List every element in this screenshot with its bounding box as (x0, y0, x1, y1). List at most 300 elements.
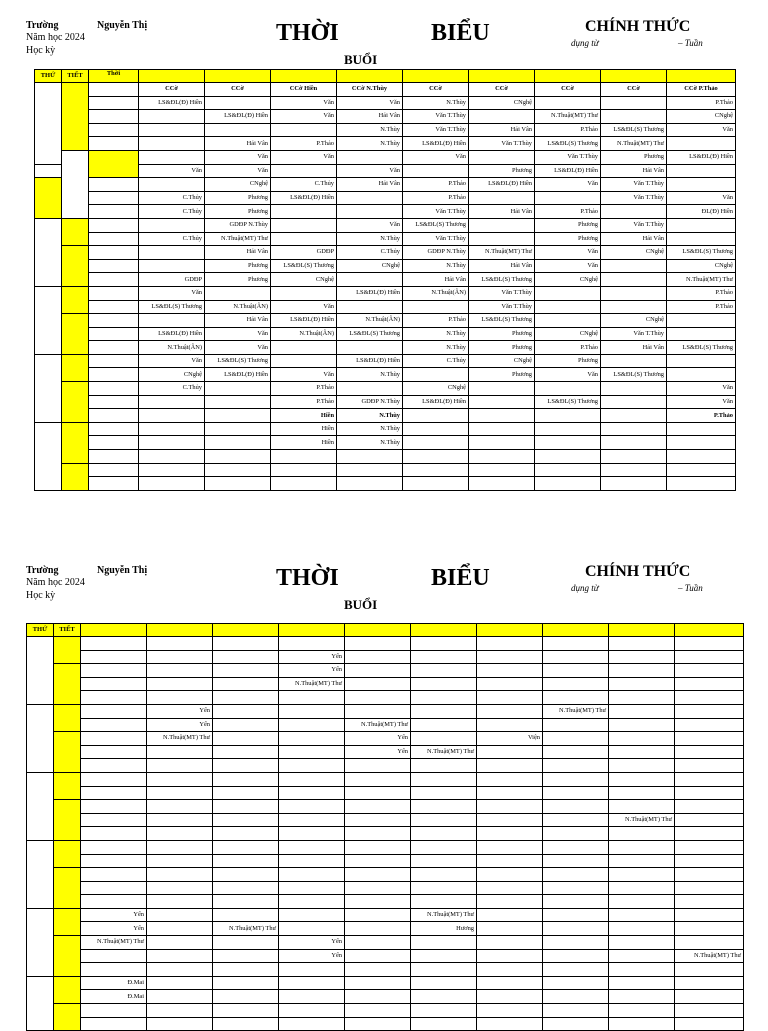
schedule-cell (279, 895, 345, 909)
schedule-cell (345, 827, 411, 841)
schedule-cell (477, 813, 543, 827)
schedule-cell (147, 759, 213, 773)
schedule-cell (139, 137, 205, 151)
schedule-cell (477, 976, 543, 990)
school-label: Trường (26, 20, 59, 31)
teacher-cell (89, 218, 139, 232)
schedule-row (27, 868, 744, 882)
schedule-cell (609, 732, 675, 746)
teacher-cell (89, 205, 139, 219)
teacher-name: Nguyễn Thị (97, 565, 148, 576)
schedule-row (35, 382, 736, 396)
schedule-cell (543, 650, 609, 664)
schedule-cell (543, 976, 609, 990)
teacher-cell (89, 110, 139, 124)
schedule-cell (81, 691, 147, 705)
schedule-row (27, 922, 744, 936)
schedule-row (35, 178, 736, 192)
schedule-cell: CNghệ (139, 368, 205, 382)
schedule-cell (675, 976, 744, 990)
schedule-cell: LS&ĐL(Đ) Hiền (403, 395, 469, 409)
schedule-cell (469, 395, 535, 409)
teacher-cell (89, 382, 139, 396)
schedule-cell: N.Thuật(MT) Thư (279, 677, 345, 691)
teacher-cell (89, 246, 139, 260)
schedule-cell (675, 704, 744, 718)
schedule-cell: Văn (403, 150, 469, 164)
schedule-cell (279, 786, 345, 800)
teacher-cell (89, 96, 139, 110)
schedule-row (35, 137, 736, 151)
schedule-cell (469, 450, 535, 464)
schedule-cell (139, 246, 205, 260)
schedule-cell: Phương (535, 218, 601, 232)
schedule-cell (81, 827, 147, 841)
schedule-cell (667, 463, 736, 477)
schedule-cell: Văn T.Thùy (601, 191, 667, 205)
schedule-cell (543, 881, 609, 895)
schedule-cell (411, 800, 477, 814)
schedule-cell: LS&ĐL(S) Thương (535, 395, 601, 409)
day-cell (27, 772, 54, 840)
schedule-cell (81, 813, 147, 827)
schedule-cell: Đ.Mai (81, 976, 147, 990)
schedule-cell (609, 1004, 675, 1018)
schedule-cell: Phương (205, 205, 271, 219)
schedule-cell: GDĐP N.Thùy (337, 395, 403, 409)
schedule-cell (601, 422, 667, 436)
schedule-cell (213, 963, 279, 977)
schedule-cell (213, 704, 279, 718)
schedule-cell: Hương (411, 922, 477, 936)
schedule-cell: CCờ (601, 83, 667, 97)
schedule-cell (477, 895, 543, 909)
schedule-cell (667, 218, 736, 232)
schedule-cell (469, 477, 535, 491)
schedule-cell (535, 300, 601, 314)
schedule-cell: CNghệ (205, 178, 271, 192)
day-cell (35, 422, 62, 490)
schedule-cell (271, 123, 337, 137)
schedule-cell: Đ.Mai (81, 990, 147, 1004)
schedule-cell: CCờ Hiền (271, 83, 337, 97)
schedule-cell: N.Thuật(MT) Thư (81, 936, 147, 950)
schedule-cell (411, 786, 477, 800)
schedule-cell (411, 827, 477, 841)
period-cell (54, 664, 81, 705)
schedule-cell: Hải Vân (205, 314, 271, 328)
period-cell (54, 772, 81, 799)
schedule-cell (601, 382, 667, 396)
timetable-table-2 (26, 623, 744, 1031)
schedule-cell (675, 677, 744, 691)
day-cell (27, 704, 54, 772)
schedule-cell (667, 164, 736, 178)
schedule-cell (213, 840, 279, 854)
schedule-cell (147, 854, 213, 868)
schedule-cell (345, 650, 411, 664)
schedule-cell (81, 772, 147, 786)
schedule-cell (139, 178, 205, 192)
school-year: Năm học 2024 (26, 32, 85, 43)
schedule-cell (213, 637, 279, 651)
schedule-cell: Phương (601, 150, 667, 164)
schedule-cell: Yến (279, 936, 345, 950)
schedule-cell (601, 205, 667, 219)
schedule-cell (469, 191, 535, 205)
period-cell (62, 218, 89, 245)
schedule-cell (477, 650, 543, 664)
schedule-row (35, 354, 736, 368)
schedule-cell (601, 409, 667, 423)
schedule-cell (469, 382, 535, 396)
schedule-cell (345, 990, 411, 1004)
schedule-cell (81, 963, 147, 977)
schedule-cell (477, 704, 543, 718)
schedule-cell: N.Thuật(MT) Thư (667, 273, 736, 287)
schedule-cell (403, 450, 469, 464)
schedule-cell (337, 450, 403, 464)
schedule-row (35, 422, 736, 436)
schedule-cell: Văn (535, 246, 601, 260)
schedule-row (35, 246, 736, 260)
schedule-cell (337, 191, 403, 205)
schedule-cell (543, 868, 609, 882)
schedule-cell (477, 786, 543, 800)
schedule-cell: Văn T.Thùy (601, 178, 667, 192)
schedule-cell (345, 840, 411, 854)
schedule-cell (213, 664, 279, 678)
schedule-cell: GDĐP N.Thùy (205, 218, 271, 232)
schedule-cell (345, 664, 411, 678)
schedule-cell: Văn (139, 354, 205, 368)
day-cell (27, 840, 54, 908)
schedule-cell: Hiền (271, 409, 337, 423)
schedule-cell (667, 450, 736, 464)
schedule-cell: CNghệ (601, 246, 667, 260)
schedule-cell: Hải Vân (601, 164, 667, 178)
schedule-cell: Phương (205, 273, 271, 287)
schedule-cell (601, 96, 667, 110)
schedule-cell (345, 949, 411, 963)
period-cell (89, 150, 139, 177)
schedule-cell: Văn T.Thùy (601, 218, 667, 232)
teacher-cell (89, 232, 139, 246)
schedule-cell: Yến (81, 922, 147, 936)
day-cell (35, 83, 62, 165)
schedule-cell (609, 650, 675, 664)
schedule-cell (279, 854, 345, 868)
schedule-cell (213, 990, 279, 1004)
schedule-cell: N.Thùy (403, 259, 469, 273)
period-cell (54, 732, 81, 773)
period-cell (54, 1004, 81, 1031)
schedule-row (35, 232, 736, 246)
schedule-cell (609, 908, 675, 922)
col-teacher-header: Thời (89, 70, 139, 83)
schedule-cell: LS&ĐL(Đ) Hiền (667, 150, 736, 164)
schedule-row (35, 96, 736, 110)
schedule-cell (271, 218, 337, 232)
class-column-header (213, 624, 279, 637)
schedule-cell: Phương (469, 164, 535, 178)
schedule-cell (139, 259, 205, 273)
schedule-cell: Yến (147, 718, 213, 732)
class-column-header (81, 624, 147, 637)
session-label: BUỔI (344, 597, 378, 612)
schedule-cell (535, 382, 601, 396)
schedule-cell (81, 800, 147, 814)
day-cell (27, 976, 54, 1030)
col-tiet-header: TIẾT (54, 624, 81, 637)
schedule-cell (279, 963, 345, 977)
schedule-cell (345, 637, 411, 651)
schedule-cell (205, 436, 271, 450)
schedule-cell (543, 827, 609, 841)
schedule-cell (81, 664, 147, 678)
schedule-cell (675, 908, 744, 922)
schedule-cell (675, 881, 744, 895)
schedule-cell (345, 1004, 411, 1018)
schedule-cell: Văn (271, 150, 337, 164)
period-cell (62, 463, 89, 490)
schedule-cell (477, 963, 543, 977)
schedule-row (27, 732, 744, 746)
title-right: BIỂU (431, 20, 490, 46)
schedule-cell (147, 786, 213, 800)
schedule-cell (535, 409, 601, 423)
schedule-cell (345, 704, 411, 718)
schedule-cell (469, 218, 535, 232)
schedule-cell (609, 990, 675, 1004)
semester: Học kỳ (26, 590, 56, 601)
schedule-cell (477, 840, 543, 854)
schedule-cell: P.Thảo (271, 382, 337, 396)
schedule-cell (601, 110, 667, 124)
schedule-cell (411, 895, 477, 909)
schedule-cell (675, 963, 744, 977)
schedule-cell (271, 477, 337, 491)
schedule-cell (147, 691, 213, 705)
schedule-cell (139, 436, 205, 450)
schedule-cell (213, 976, 279, 990)
schedule-row (27, 895, 744, 909)
schedule-cell: N.Thuật(MT) Thư (543, 704, 609, 718)
class-column-header (279, 624, 345, 637)
schedule-cell (337, 300, 403, 314)
schedule-cell: N.Thùy (403, 327, 469, 341)
schedule-cell (535, 436, 601, 450)
schedule-cell: CCờ (535, 83, 601, 97)
schedule-cell: LS&ĐL(S) Thương (667, 246, 736, 260)
schedule-cell: LS&ĐL(S) Thương (601, 123, 667, 137)
schedule-cell (535, 286, 601, 300)
period-cell (54, 704, 81, 731)
schedule-cell: C.Thủy (271, 178, 337, 192)
schedule-cell (139, 450, 205, 464)
col-tiet-header: TIẾT (62, 70, 89, 83)
schedule-cell: Văn (667, 123, 736, 137)
schedule-cell: P.Thảo (667, 96, 736, 110)
class-column-header (477, 624, 543, 637)
schedule-row (35, 327, 736, 341)
schedule-cell (543, 1004, 609, 1018)
schedule-cell (477, 718, 543, 732)
schedule-cell (411, 677, 477, 691)
schedule-cell: LS&ĐL(S) Thương (403, 218, 469, 232)
schedule-row (27, 813, 744, 827)
schedule-cell (667, 327, 736, 341)
schedule-cell (147, 895, 213, 909)
schedule-cell: LS&ĐL(Đ) Hiền (469, 178, 535, 192)
schedule-cell: N.Thuật(MT) Thư (411, 745, 477, 759)
day-cell (27, 908, 54, 976)
schedule-cell: P.Thảo (403, 314, 469, 328)
schedule-cell (271, 164, 337, 178)
schedule-cell: Văn (337, 96, 403, 110)
schedule-row (35, 164, 736, 178)
schedule-cell (139, 110, 205, 124)
schedule-cell (667, 178, 736, 192)
schedule-cell: LS&ĐL(Đ) Hiền (205, 110, 271, 124)
teacher-cell (89, 450, 139, 464)
schedule-cell: LS&ĐL(S) Thương (469, 314, 535, 328)
schedule-cell (543, 772, 609, 786)
schedule-row (27, 664, 744, 678)
schedule-cell (213, 691, 279, 705)
schedule-cell (543, 990, 609, 1004)
schedule-cell (147, 800, 213, 814)
schedule-row (35, 150, 736, 164)
schedule-cell: N.Thuật(MT) Thư (205, 232, 271, 246)
schedule-cell (543, 745, 609, 759)
schedule-cell (81, 732, 147, 746)
schedule-cell (337, 150, 403, 164)
schedule-cell: P.Thảo (667, 409, 736, 423)
schedule-cell (213, 650, 279, 664)
schedule-cell (279, 908, 345, 922)
schedule-cell: Hải Vân (337, 110, 403, 124)
schedule-cell: Văn T.Thùy (403, 110, 469, 124)
schedule-cell (345, 895, 411, 909)
class-column-header (675, 624, 744, 637)
school-year: Năm học 2024 (26, 577, 85, 588)
schedule-cell: Văn (337, 164, 403, 178)
schedule-cell: P.Thảo (271, 137, 337, 151)
schedule-cell: Hải Vân (205, 246, 271, 260)
schedule-row (35, 314, 736, 328)
schedule-cell: Phương (469, 327, 535, 341)
schedule-cell: LS&ĐL(Đ) Hiền (337, 286, 403, 300)
schedule-row (35, 273, 736, 287)
schedule-cell (543, 732, 609, 746)
schedule-cell: LS&ĐL(Đ) Hiền (139, 96, 205, 110)
schedule-cell (411, 840, 477, 854)
schedule-row (35, 341, 736, 355)
schedule-row (35, 450, 736, 464)
schedule-cell (411, 664, 477, 678)
schedule-cell: Văn T.Thùy (403, 205, 469, 219)
schedule-cell (469, 110, 535, 124)
schedule-cell: Phương (469, 341, 535, 355)
schedule-cell (609, 718, 675, 732)
schedule-cell (609, 922, 675, 936)
schedule-cell (279, 881, 345, 895)
col-thu-header: THỨ (27, 624, 54, 637)
schedule-cell: N.Thùy (337, 422, 403, 436)
schedule-cell: LS&ĐL(Đ) Hiền (337, 354, 403, 368)
schedule-cell: N.Thùy (337, 123, 403, 137)
schedule-cell (147, 868, 213, 882)
schedule-row (27, 881, 744, 895)
period-cell (54, 908, 81, 935)
schedule-row (35, 205, 736, 219)
schedule-cell: N.Thuật(MT) Thư (469, 246, 535, 260)
col-thu-header: THỨ (35, 70, 62, 83)
schedule-cell: N.Thùy (403, 96, 469, 110)
schedule-cell: N.Thuật(MT) Thư (535, 110, 601, 124)
schedule-cell (345, 936, 411, 950)
schedule-cell (675, 745, 744, 759)
schedule-row (35, 259, 736, 273)
schedule-cell (279, 827, 345, 841)
schedule-cell: N.Thuật(ÂN) (139, 341, 205, 355)
schedule-cell: CCờ P.Thảo (667, 83, 736, 97)
schedule-cell (675, 827, 744, 841)
schedule-cell (213, 949, 279, 963)
schedule-cell (337, 463, 403, 477)
schedule-cell (675, 895, 744, 909)
schedule-cell (543, 677, 609, 691)
schedule-cell (411, 854, 477, 868)
teacher-cell (89, 354, 139, 368)
title-right: BIỂU (431, 565, 490, 591)
schedule-cell: Phương (535, 232, 601, 246)
schedule-row (27, 908, 744, 922)
schedule-cell (601, 300, 667, 314)
schedule-cell (147, 772, 213, 786)
schedule-cell: Văn (139, 286, 205, 300)
schedule-cell (469, 436, 535, 450)
schedule-cell: Phương (205, 191, 271, 205)
schedule-cell (543, 963, 609, 977)
schedule-cell (543, 949, 609, 963)
header-row (35, 70, 736, 83)
schedule-cell: Phương (469, 368, 535, 382)
schedule-cell (147, 936, 213, 950)
schedule-row (27, 650, 744, 664)
schedule-cell (477, 908, 543, 922)
schedule-cell (279, 813, 345, 827)
schedule-row (27, 759, 744, 773)
teacher-cell (89, 137, 139, 151)
schedule-cell (675, 922, 744, 936)
schedule-cell (675, 868, 744, 882)
schedule-cell: CNghệ (535, 327, 601, 341)
schedule-row (27, 990, 744, 1004)
schedule-cell (469, 232, 535, 246)
period-cell (54, 976, 81, 1003)
schedule-cell (543, 786, 609, 800)
schedule-cell: Hiền (271, 436, 337, 450)
schedule-cell: Phương (205, 259, 271, 273)
schedule-cell: CCờ (205, 83, 271, 97)
schedule-cell (477, 1004, 543, 1018)
schedule-cell: LS&ĐL(Đ) Hiền (271, 191, 337, 205)
schedule-cell: Hải Vân (469, 205, 535, 219)
schedule-row (35, 409, 736, 423)
schedule-cell: Văn (667, 191, 736, 205)
